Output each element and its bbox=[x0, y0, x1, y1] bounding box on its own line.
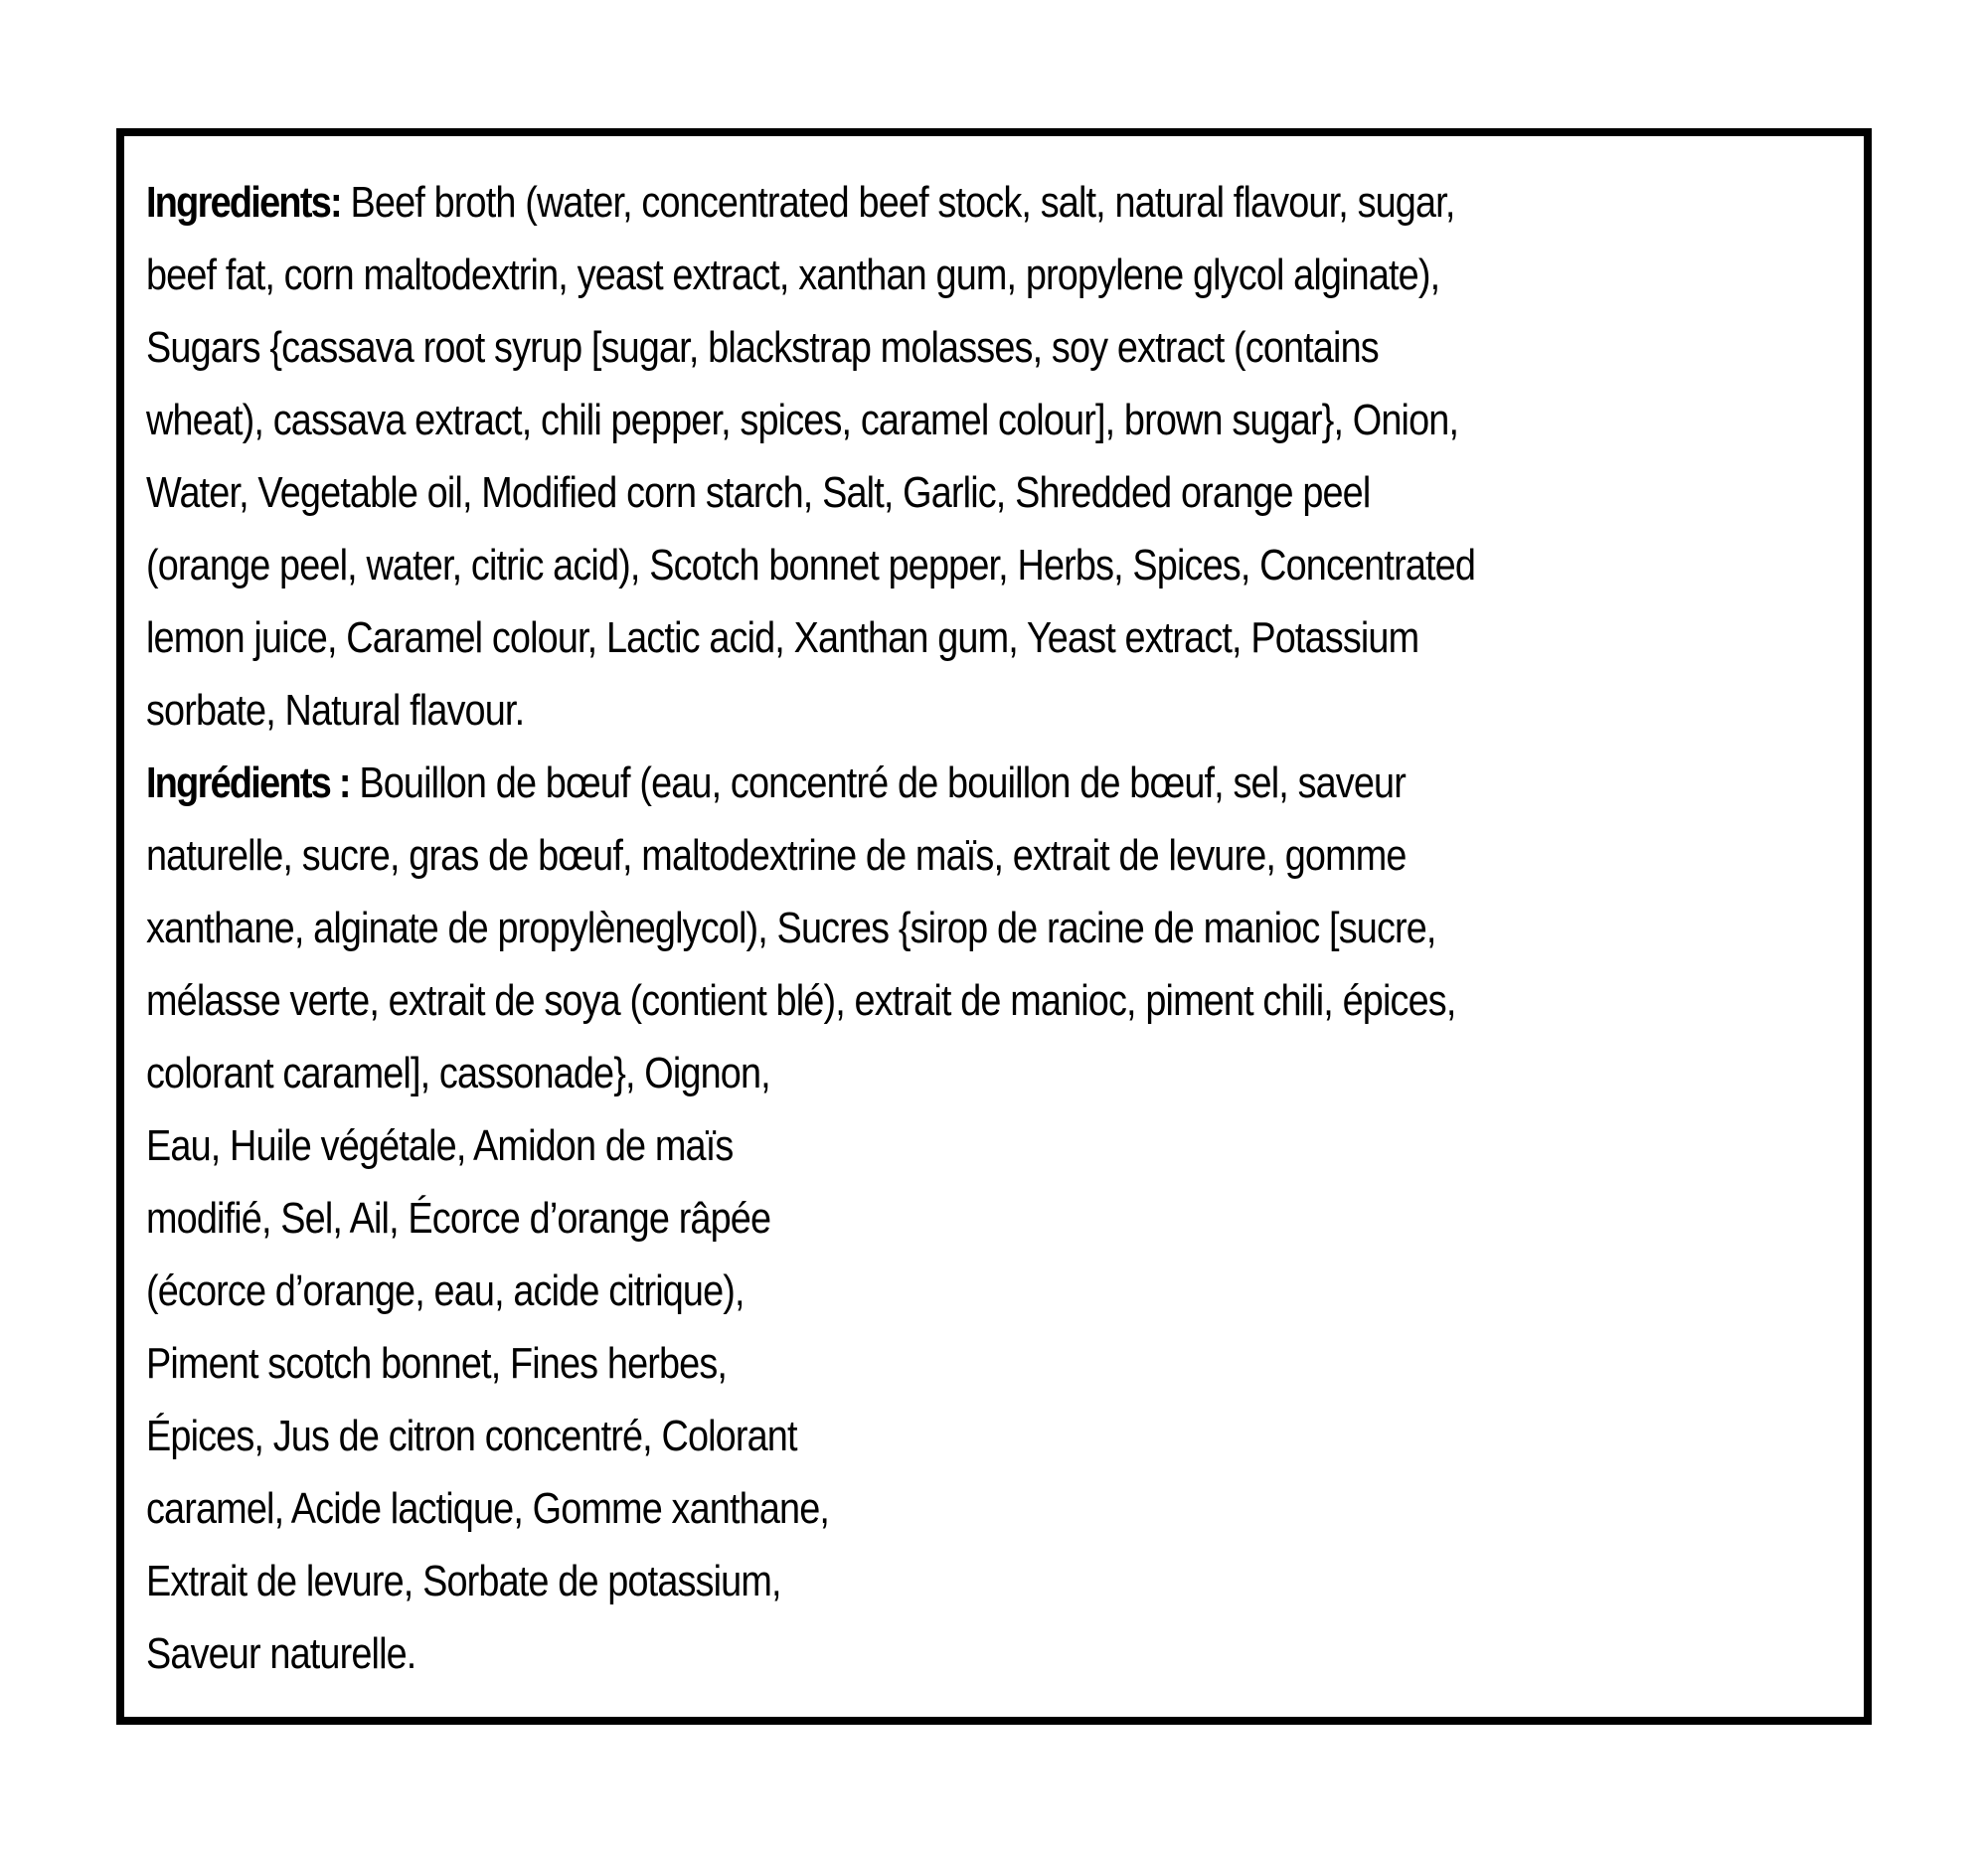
ingredients-line: modifié, Sel, Ail, Écorce d’orange râpée bbox=[146, 1194, 771, 1243]
ingredients-label-box bbox=[116, 128, 1872, 1725]
ingredients-line: lemon juice, Caramel colour, Lactic acid, Xanthan gum, Yeast extract, Potassium bbox=[146, 613, 1419, 662]
ingredients-line: Épices, Jus de citron concentré, Colorant bbox=[146, 1412, 797, 1460]
ingredients-line: beef fat, corn maltodextrin, yeast extract, xanthan gum, propylene glycol alginate), bbox=[146, 251, 1440, 299]
ingredients-line: colorant caramel], cassonade}, Oignon, bbox=[146, 1049, 770, 1097]
ingredients-line: mélasse verte, extrait de soya (contient blé), extrait de manioc, piment chili, épices, bbox=[146, 976, 1456, 1025]
ingredients-text bbox=[146, 166, 1856, 1690]
ingredients-line: naturelle, sucre, gras de bœuf, maltodextrine de maïs, extrait de levure, gomme bbox=[146, 831, 1407, 880]
ingredients-line: Ingredients: Beef broth (water, concentrated beef stock, salt, natural flavour, sugar, bbox=[146, 178, 1455, 227]
ingredients-line: (orange peel, water, citric acid), Scotch bonnet pepper, Herbs, Spices, Concentrated bbox=[146, 541, 1476, 589]
ingredients-line: Water, Vegetable oil, Modified corn starch, Salt, Garlic, Shredded orange peel bbox=[146, 468, 1371, 517]
ingredients-line: Piment scotch bonnet, Fines herbes, bbox=[146, 1339, 728, 1388]
ingredients-heading-en: Ingredients: bbox=[146, 178, 341, 227]
ingredients-line: sorbate, Natural flavour. bbox=[146, 686, 525, 735]
ingredients-line: Extrait de levure, Sorbate de potassium, bbox=[146, 1557, 781, 1605]
ingredients-line: Eau, Huile végétale, Amidon de maïs bbox=[146, 1121, 734, 1170]
ingredients-line: xanthane, alginate de propylèneglycol), Sucres {sirop de racine de manioc [sucre, bbox=[146, 904, 1436, 952]
ingredients-line: caramel, Acide lactique, Gomme xanthane, bbox=[146, 1484, 830, 1533]
ingredients-line: Sugars {cassava root syrup [sugar, blackstrap molasses, soy extract (contains bbox=[146, 323, 1379, 372]
ingredients-line: Saveur naturelle. bbox=[146, 1629, 416, 1678]
ingredients-heading-fr: Ingrédients : bbox=[146, 758, 350, 807]
ingredients-line: wheat), cassava extract, chili pepper, spices, caramel colour], brown sugar}, Onion, bbox=[146, 396, 1459, 444]
ingredients-line: Ingrédients : Bouillon de bœuf (eau, concentré de bouillon de bœuf, sel, saveur bbox=[146, 758, 1406, 807]
ingredients-line: (écorce d’orange, eau, acide citrique), bbox=[146, 1266, 745, 1315]
